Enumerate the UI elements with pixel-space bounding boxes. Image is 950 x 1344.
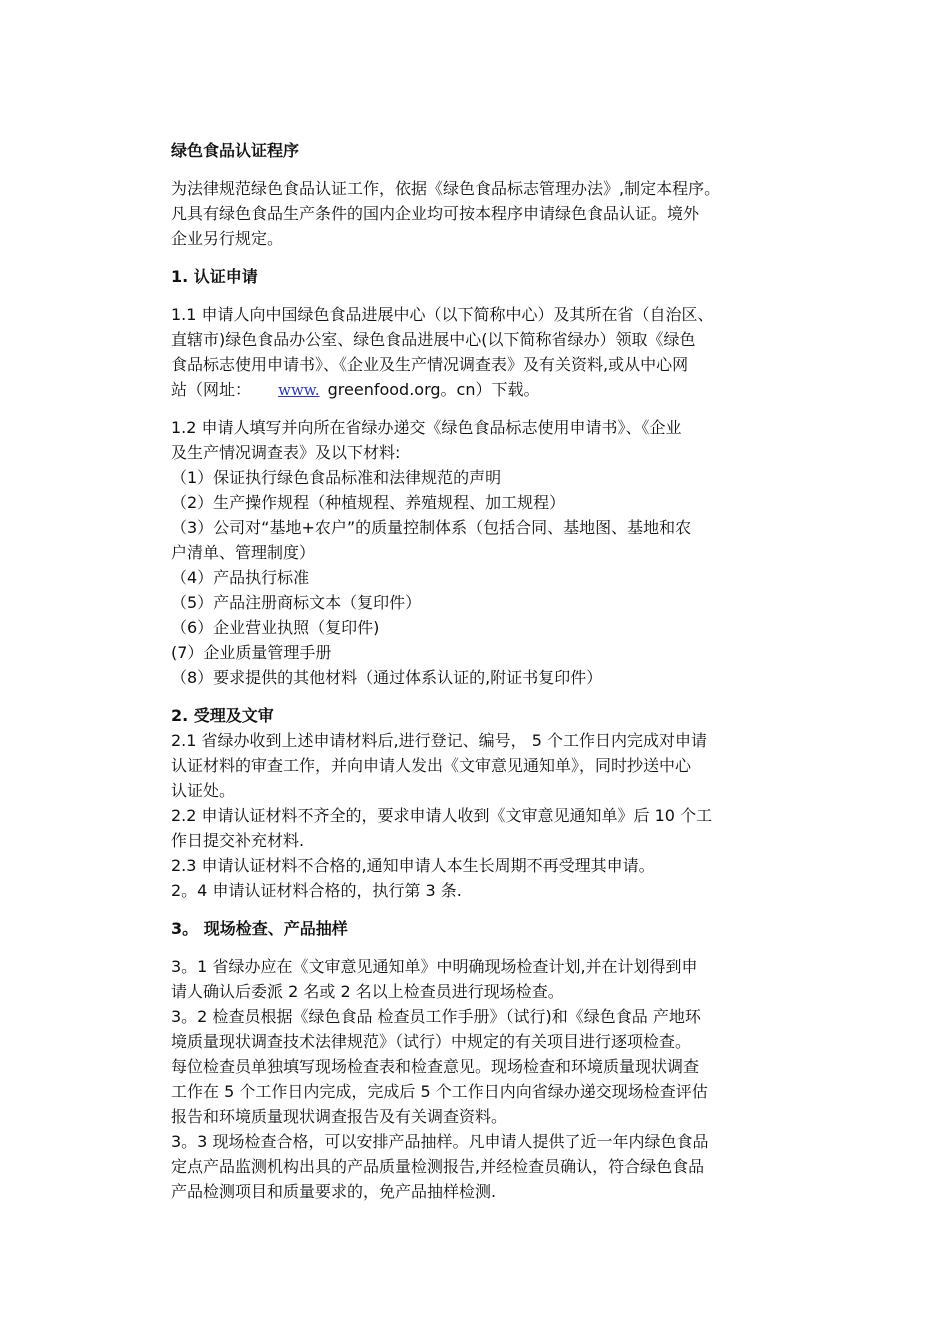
paragraph-line: 工作在 5 个工作日内完成，完成后 5 个工作日内向省绿办递交现场检查评估: [171, 1082, 708, 1101]
website-label: 站（网址：: [171, 380, 252, 399]
list-item: （5）产品注册商标文本（复印件）: [171, 593, 422, 612]
paragraph-line-with-link: [171, 378, 539, 402]
section-1-heading: 1. 认证申请: [171, 267, 258, 286]
paragraph-line: 2。4 申请认证材料合格的，执行第 3 条.: [171, 881, 462, 900]
paragraph-line: 及生产情况调查表》及以下材料:: [171, 443, 401, 462]
paragraph-line: 3。1 省绿办应在《文审意见通知单》中明确现场检查计划,并在计划得到申: [171, 957, 698, 976]
paragraph-line: 境质量现状调查技术法律规范》（试行）中规定的有关项目进行逐项检查。: [171, 1032, 692, 1051]
intro-line: 凡具有绿色食品生产条件的国内企业均可按本程序申请绿色食品认证。境外: [171, 204, 700, 223]
paragraph-line: 请人确认后委派 2 名或 2 名以上检查员进行现场检查。: [171, 982, 564, 1001]
document-title: 绿色食品认证程序: [171, 141, 300, 160]
list-item: （3）公司对“基地+农户”的质量控制体系（包括合同、基地图、基地和农: [171, 518, 692, 537]
paragraph-line: 3。3 现场检查合格，可以安排产品抽样。凡申请人提供了近一年内绿色食品: [171, 1132, 709, 1151]
paragraph-line: 报告和环境质量现状调查报告及有关调查资料。: [171, 1107, 508, 1126]
list-item: （1）保证执行绿色食品标准和法律规范的声明: [171, 468, 502, 487]
paragraph-line: 产品检测项目和质量要求的，免产品抽样检测.: [171, 1182, 497, 1201]
list-item: （2）生产操作规程（种植规程、养殖规程、加工规程）: [171, 493, 566, 512]
paragraph-line: 3。2 检查员根据《绿色食品 检查员工作手册》（试行)和《绿色食品 产地环: [171, 1007, 701, 1026]
intro-line: 为法律规范绿色食品认证工作，依据《绿色食品标志管理办法》,制定本程序。: [171, 179, 721, 198]
paragraph-line: 定点产品监测机构出具的产品质量检测报告,并经检查员确认，符合绿色食品: [171, 1157, 705, 1176]
paragraph-line: 食品标志使用申请书》、《企业及生产情况调查表》及有关资料,或从中心网: [171, 355, 689, 374]
paragraph-line: 认证处。: [171, 781, 236, 800]
section-3-heading: 3。 现场检查、产品抽样: [171, 919, 348, 938]
paragraph-line: 认证材料的审查工作，并向申请人发出《文审意见通知单》，同时抄送中心: [171, 756, 692, 775]
website-link[interactable]: www.: [278, 381, 320, 399]
paragraph-line: 1.2 申请人填写并向所在省绿办递交《绿色食品标志使用申请书》、《企业: [171, 418, 682, 437]
list-item: 户清单、管理制度）: [171, 543, 316, 562]
paragraph-line: 1.1 申请人向中国绿色食品进展中心（以下简称中心）及其所在省（自治区、: [171, 305, 714, 324]
paragraph-line: 直辖市)绿色食品办公室、绿色食品进展中心(以下简称省绿办）领取《绿色: [171, 330, 696, 349]
list-item: （6）企业营业执照（复印件): [171, 618, 380, 637]
list-item: （4）产品执行标准: [171, 568, 310, 587]
paragraph-line: 2.1 省绿办收到上述申请材料后,进行登记、编号， 5 个工作日内完成对申请: [171, 731, 707, 750]
paragraph-line: 2.3 申请认证材料不合格的,通知申请人本生长周期不再受理其申请。: [171, 856, 655, 875]
paragraph-line: 作日提交补充材料.: [171, 831, 305, 850]
paragraph-line: 2.2 申请认证材料不齐全的，要求申请人收到《文审意见通知单》后 10 个工: [171, 806, 713, 825]
section-2-heading: 2. 受理及文审: [171, 706, 274, 725]
intro-line: 企业另行规定。: [171, 229, 284, 248]
list-item: （8）要求提供的其他材料（通过体系认证的,附证书复印件）: [171, 668, 603, 687]
website-domain: greenfood.org。cn）下载。: [327, 380, 540, 399]
list-item: (7）企业质量管理手册: [171, 643, 332, 662]
paragraph-line: 每位检查员单独填写现场检查表和检查意见。现场检查和环境质量现状调查: [171, 1057, 700, 1076]
